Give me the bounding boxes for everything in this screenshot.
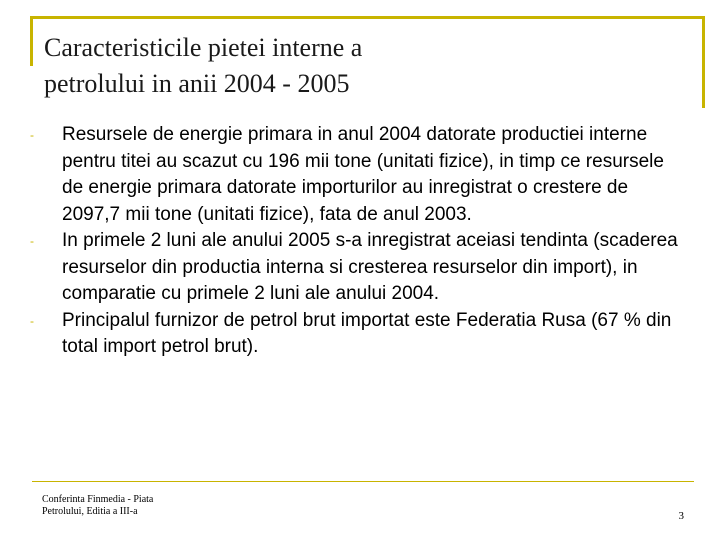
bullet-item [30, 228, 680, 308]
bullet-marker: - [30, 234, 34, 248]
bullet-text: Resursele de energie primara in anul 2004 datorate productiei interne pentru titei au scazut cu 196 mii tone (unitati fizice), in timp ce resursele de energie primara datorate importurilor au inregistrat o crestere de 2097,7 mii tone (unitati fizice), fata de anul 2003. [62, 124, 664, 225]
bullet-marker: - [30, 128, 34, 142]
slide-title-line1: Caracteristicile pietei interne a [44, 33, 363, 62]
bullet-marker: - [30, 313, 34, 328]
slide-title [44, 30, 684, 102]
frame-top-line [30, 16, 702, 19]
page-number: 3 [678, 510, 684, 522]
bullet-item [30, 308, 680, 361]
footer-line2: Petrolului, Editia a III-a [42, 506, 138, 517]
bullet-text: In primele 2 luni ale anului 2005 s-a inregistrat aceiasi tendinta (scaderea resurselor din productia interna si cresterea resurselor din import), in comparatie cu primele 2 luni ale anului 2004. [62, 230, 678, 304]
footer-caption [42, 494, 222, 518]
footer-line1: Conferinta Finmedia - Piata [42, 494, 154, 505]
footer-divider [32, 481, 694, 482]
bullet-list [30, 122, 680, 361]
bullet-text: Principalul furnizor de petrol brut importat este Federatia Rusa (67 % din total import petrol brut). [62, 309, 672, 357]
frame-right-line [702, 16, 705, 108]
bullet-item [30, 122, 680, 228]
slide-title-line2: petrolului in anii 2004 - 2005 [44, 69, 350, 98]
frame-left-line [30, 16, 33, 66]
